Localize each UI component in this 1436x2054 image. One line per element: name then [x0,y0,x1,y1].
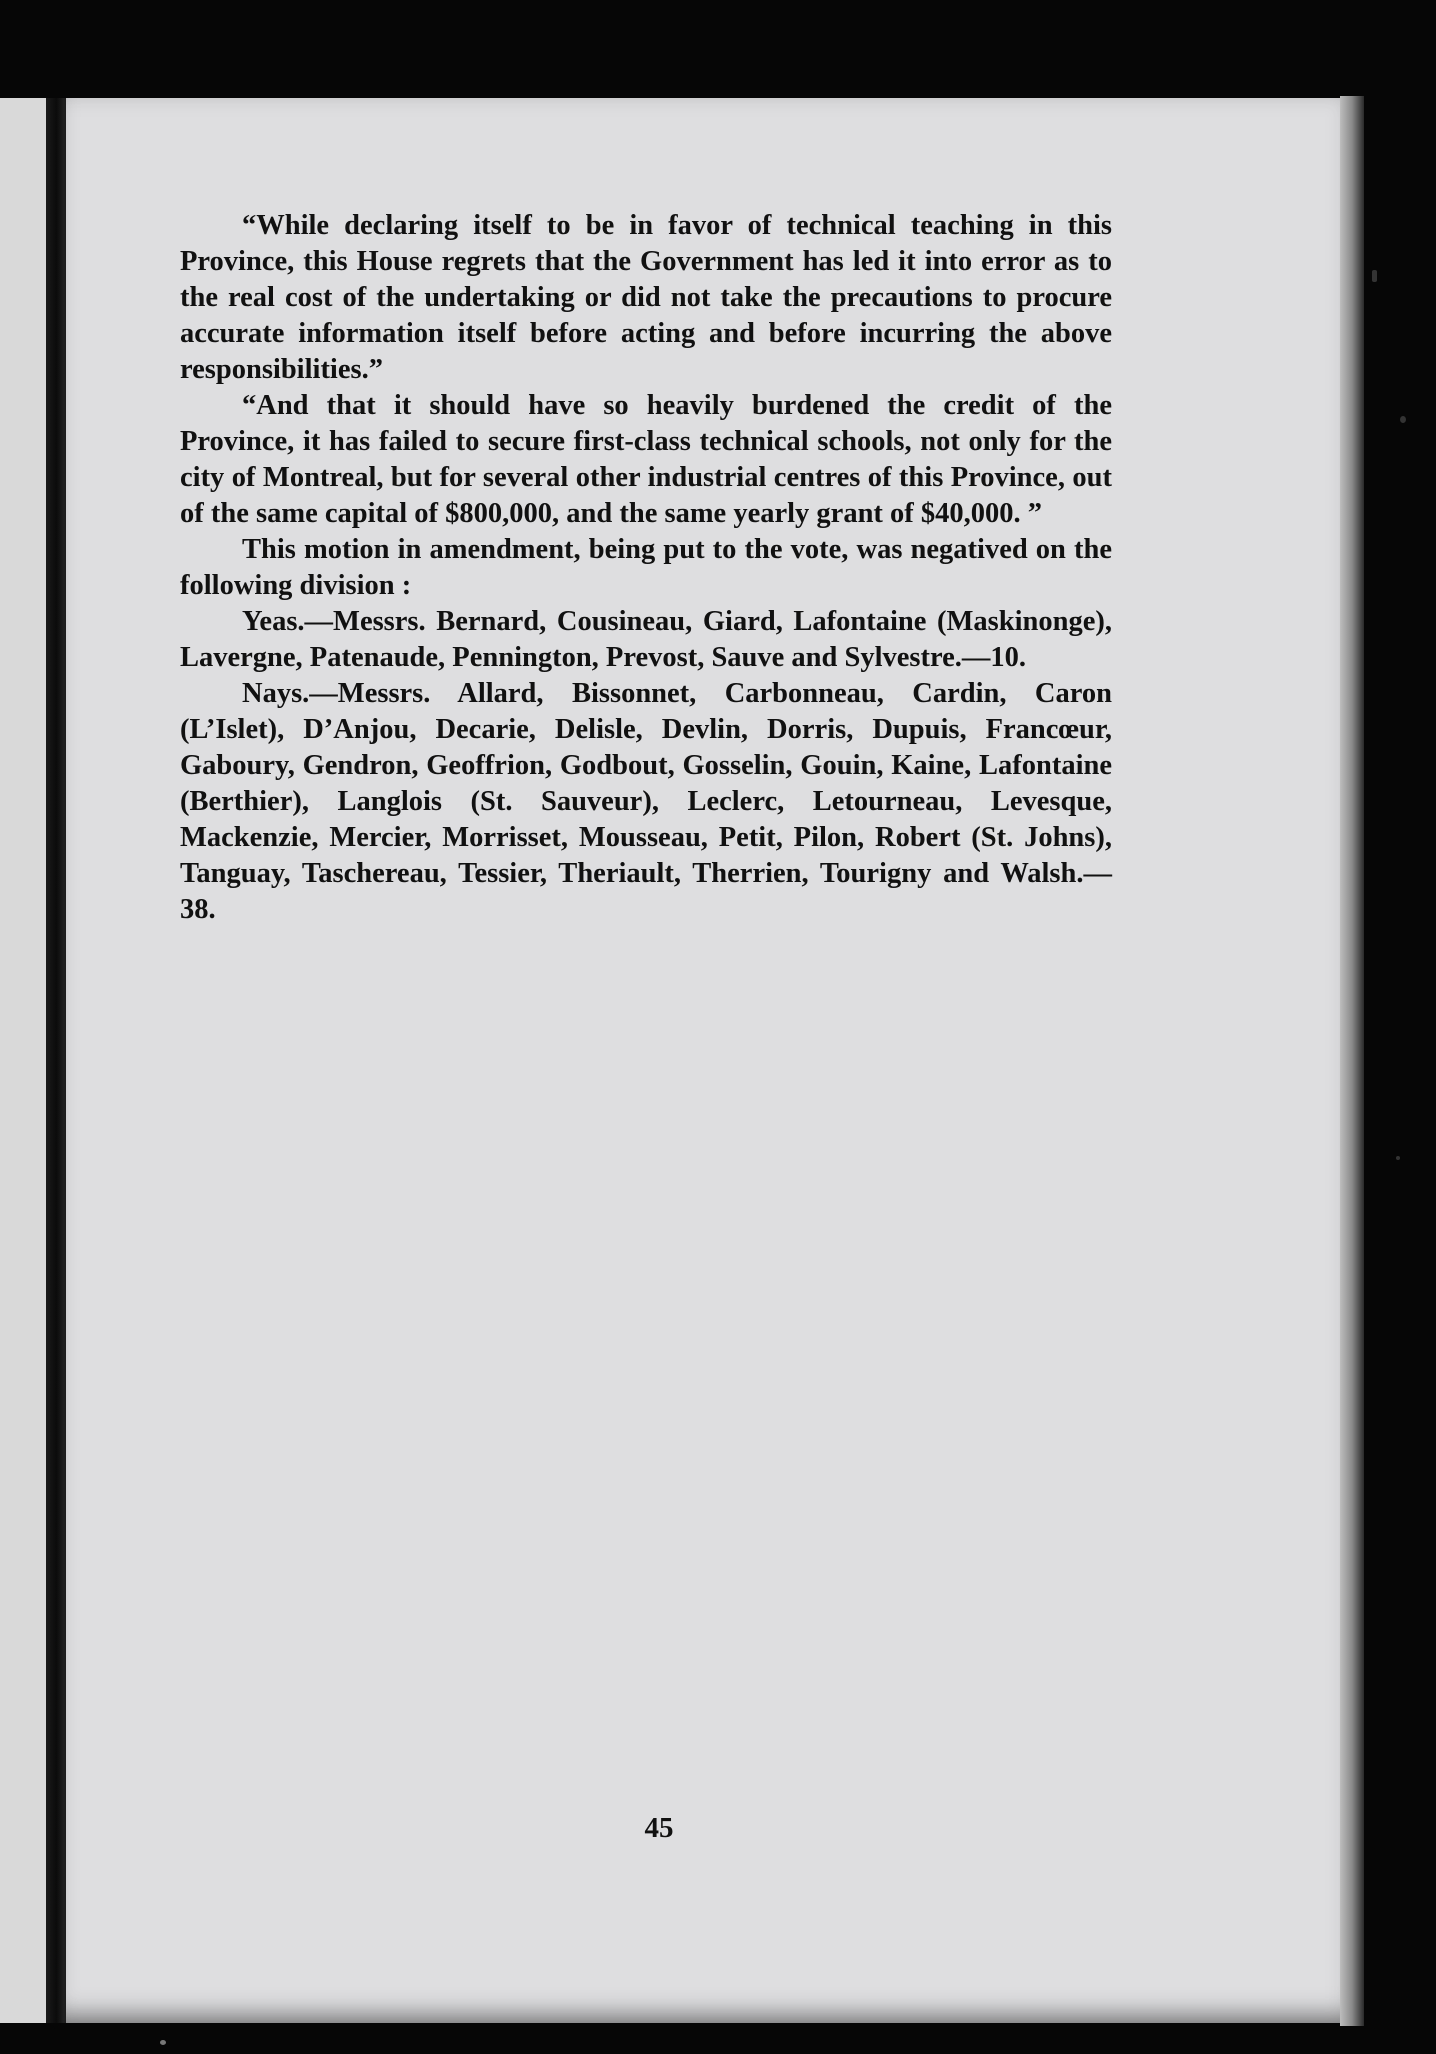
paragraph-nays: Nays.—Messrs. Allard, Bissonnet, Carbonneau, Cardin, Caron (L’Islet), D’Anjou, Decarie, Delisle, Devlin, Dorris, Dupuis, Francœur, Gaboury, Gendron, Geoffrion, Godbout, Gosselin, Gouin, Kaine, Lafontaine (Berthier), Langlois (St. Sauveur), Leclerc, Letourneau, Levesque, Mackenzie, Mercier, Morrisset, Mousseau, Petit, Pilon, Robert (St. Johns), Tanguay, Taschereau, Tessier, Theriault, Therrien, Tourigny and Walsh.—38. [180,678,1112,925]
right-page-edge [1340,96,1364,2026]
paragraph-quote-2: “And that it should have so heavily burdened the credit of the Province, it has failed to secure first-class technical schools, not only for the city of Montreal, but for several other industrial centres of this Province, out of the same capital of $800,000, and the same yearly grant of $40,000. ” [180,390,1112,529]
paragraph-quote-1: “While declaring itself to be in favor of technical teaching in this Province, this House regrets that the Government has led it into error as to the real cost of the undertaking or did not take the precautions to procure accurate information itself before acting and before incurring the above responsibilities.” [180,210,1112,385]
body-text [180,208,1112,928]
scan-speck [1396,1156,1400,1160]
scan-speck [160,2040,166,2045]
page-number: 45 [644,1812,674,1844]
scan-speck [1400,416,1406,423]
paragraph-motion: This motion in amendment, being put to the vote, was negatived on the following division : [180,534,1112,601]
scan-speck [1372,270,1377,282]
paragraph-yeas: Yeas.—Messrs. Bernard, Cousineau, Giard, Lafontaine (Maskinonge), Lavergne, Patenaude, Pennington, Prevost, Sauve and Sylvestre.—10. [180,606,1112,673]
